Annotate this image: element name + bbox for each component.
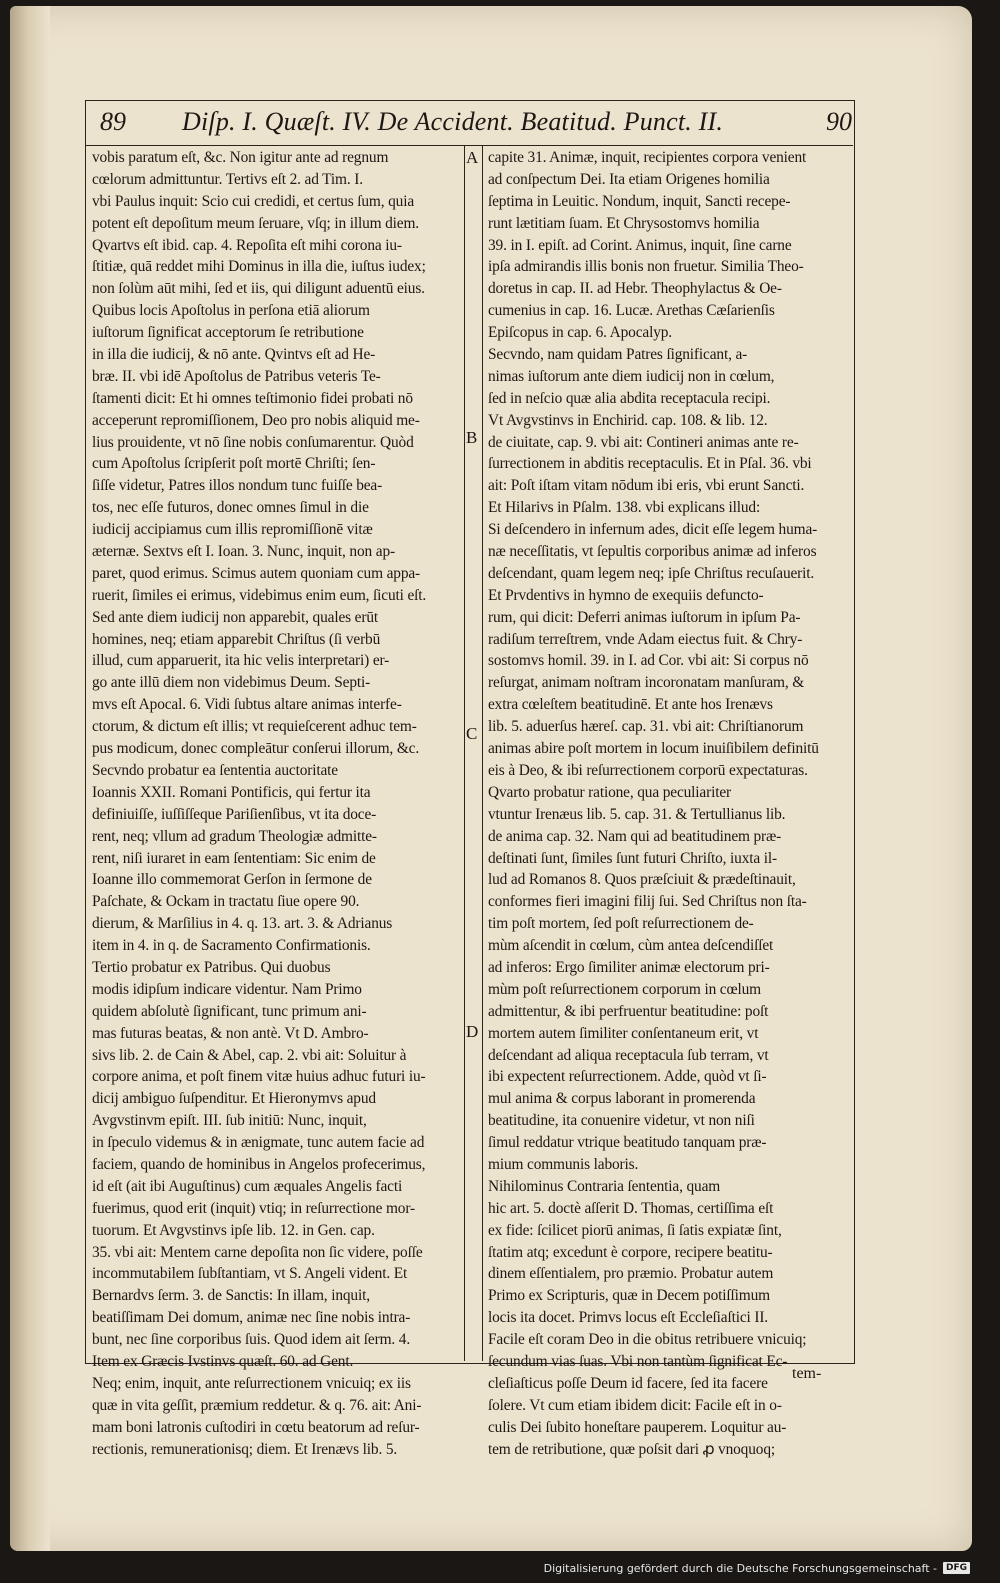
text-line: Facile eſt coram Deo in die obitus retribuere vnicuiq; bbox=[488, 1331, 807, 1349]
text-line: cleſiaſticus poſſe Deum id facere, ſed ita facere bbox=[488, 1374, 768, 1392]
text-line: mam boni latronis cuſtodiri in cœtu beatorum ad reſur- bbox=[92, 1418, 420, 1436]
text-line: Tertio probatur ex Patribus. Qui duobus bbox=[92, 958, 331, 976]
text-line: ſiſſe videtur, Patres illos nondum tunc fuiſſe bea- bbox=[92, 477, 383, 495]
text-line: Epiſcopus in cap. 6. Apocalyp. bbox=[488, 324, 672, 342]
text-line: 39. in I. epiſt. ad Corint. Animus, inquit, ſine carne bbox=[488, 236, 792, 254]
text-line: mortem autem ſimiliter conſentaneum erit, vt bbox=[488, 1024, 759, 1042]
catchword: tem- bbox=[792, 1365, 822, 1382]
left-text-column bbox=[92, 147, 458, 1458]
text-line: Primo ex Scripturis, quæ in Decem potiſſimum bbox=[488, 1287, 770, 1305]
text-line: nimas iuſtorum ante diem iudicij non in cœlum, bbox=[488, 367, 775, 385]
text-line: ex fide: ſcilicet piorū animas, ſi ſatis expiatæ ſint, bbox=[488, 1221, 782, 1239]
text-line: lib. 5. aduerſus hæreſ. cap. 31. vbi ait: Chriſtianorum bbox=[488, 718, 804, 736]
text-line: mvs eſt Apocal. 6. Vidi ſubtus altare animas interfe- bbox=[92, 696, 402, 714]
text-line: tuorum. Et Avgvstinvs ipſe lib. 12. in Gen. cap. bbox=[92, 1221, 375, 1239]
page-gutter-shadow bbox=[10, 6, 50, 1551]
text-line: ait: Poſt iſtam vitam nōdum ibi eris, vbi erunt Sancti. bbox=[488, 477, 805, 495]
text-line: faciem, quando de hominibus in Angelos profecerimus, bbox=[92, 1155, 426, 1173]
text-line: conformes fieri imagini filij ſui. Sed Chriſtus non ſta- bbox=[488, 893, 807, 911]
text-line: modis idipſum indicare videntur. Nam Primo bbox=[92, 980, 362, 998]
text-line: acceperunt repromiſſionem, Deo pro nobis aliquid me- bbox=[92, 411, 420, 429]
text-line: beatiſſimam Dei domum, animæ nec ſine nobis intra- bbox=[92, 1309, 411, 1327]
margin-letter-d: D bbox=[466, 1022, 479, 1041]
text-line: Ioanne illo commemorat Gerſon in ſermone de bbox=[92, 871, 372, 889]
text-line: Secvndo probatur ea ſententia auctoritate bbox=[92, 761, 338, 779]
text-line: ruerit, ſimiles ei erimus, videbimus enim eum, ſicuti eſt. bbox=[92, 586, 427, 604]
text-line: Paſchate, & Ockam in tractatu ſiue opere 90. bbox=[92, 893, 360, 911]
text-line: Vt Avgvstinvs in Enchirid. cap. 108. & lib. 12. bbox=[488, 411, 768, 429]
text-line: item in 4. in q. de Sacramento Confirmationis. bbox=[92, 937, 371, 955]
text-line: Bernardvs ſerm. 3. de Sanctis: In illam, inquit, bbox=[92, 1287, 370, 1305]
right-text-column bbox=[488, 147, 846, 1458]
text-line: capite 31. Animæ, inquit, recipientes corpora venient bbox=[488, 149, 807, 166]
text-line: Neq; enim, inquit, ante reſurrectionem vnicuiq; ex iis bbox=[92, 1374, 411, 1392]
text-line: mium communis laboris. bbox=[488, 1155, 639, 1173]
text-line: ſecundum vias ſuas. Vbi non tantùm ſignificat Ec- bbox=[488, 1352, 788, 1370]
text-line: lius prouidente, vt nō ſine nobis conſumarentur. Quòd bbox=[92, 433, 414, 451]
text-line: mùm poſt reſurrectionem corporum in cœlum bbox=[488, 980, 761, 998]
text-line: mas futuras beatas, & non antè. Vt D. Ambro- bbox=[92, 1024, 369, 1042]
text-line: Et Hilarivs in Pſalm. 138. vbi explicans illud: bbox=[488, 499, 761, 517]
text-line: dicij ambiguo ſuſpenditur. Et Hieronymvs apud bbox=[92, 1090, 376, 1108]
text-line: ſeptima in Leuitic. Nondum, inquit, Sancti recepe- bbox=[488, 192, 791, 210]
text-line: ſed in neſcio quæ alia abdita receptacula recipi. bbox=[488, 389, 771, 407]
text-line: Qvarto probatur ratione, qua peculiariter bbox=[488, 783, 731, 801]
text-line: rent, neq; vllum ad gradum Theologiæ admitte- bbox=[92, 827, 377, 845]
credit-text: Digitalisierung gefördert durch die Deutsche Forschungsgemeinschaft - bbox=[543, 1561, 937, 1575]
text-line: iudicij accipiamus cum illis repromiſſionē vitæ bbox=[92, 521, 373, 539]
text-line: Si deſcendero in infernum ades, dicit eſſe legem huma- bbox=[488, 521, 818, 539]
text-line: rectionis, remunerationisq; diem. Et Irenævs lib. 5. bbox=[92, 1440, 398, 1458]
text-line: tos, nec eſſe futuros, donec omnes ſimul in die bbox=[92, 499, 369, 517]
text-line: radiſum terreſtrem, vnde Adam eiectus fuit. & Chry- bbox=[488, 630, 803, 648]
text-line: quidem abſolutè ſignificant, tunc primum ani- bbox=[92, 1002, 367, 1020]
text-line: Secvndo, nam quidam Patres ſignificant, a- bbox=[488, 346, 748, 364]
text-line: animas abire poſt mortem in locum inuiſibilem definitū bbox=[488, 740, 819, 758]
text-line: potent eſt depoſitum meum ſeruare, vſq; in illum diem. bbox=[92, 214, 420, 232]
text-line: cumenius in cap. 16. Lucæ. Arethas Cæſarienſis bbox=[488, 302, 775, 320]
text-line: ctorum, & dictum eſt illis; vt requieſcerent adhuc tem- bbox=[92, 718, 417, 736]
text-line: doretus in cap. II. ad Hebr. Theophylactus & Oe- bbox=[488, 280, 782, 298]
text-line: homines, neq; etiam apparebit Chriſtus (ſi verbū bbox=[92, 630, 381, 648]
text-line: cœlorum admittuntur. Tertivs eſt 2. ad Tim. I. bbox=[92, 170, 363, 188]
text-line: rum, qui dicit: Deferri animas iuſtorum in ipſum Pa- bbox=[488, 608, 801, 626]
text-line: rent, niſi iuraret in eam ſententiam: Sic enim de bbox=[92, 849, 376, 867]
text-line: vobis paratum eſt, &c. Non igitur ante ad regnum bbox=[92, 149, 389, 166]
text-line: tem de retributione, quæ poſsit dari ꝓ vnoquoq; bbox=[488, 1440, 775, 1458]
text-line: de ciuitate, cap. 9. vbi ait: Contineri animas ante re- bbox=[488, 433, 799, 451]
text-line: fuerimus, quod erit (inquit) vtiq; in reſurrectione mor- bbox=[92, 1199, 415, 1217]
text-line: æternæ. Sextvs eſt I. Ioan. 3. Nunc, inquit, non ap- bbox=[92, 543, 395, 561]
text-line: reſurgat, animam noſtram incoronatam manſuram, & bbox=[488, 674, 805, 692]
text-line: 35. vbi ait: Mentem carne depoſita non ſic videre, poſſe bbox=[92, 1243, 423, 1261]
text-line: sivs lib. 2. de Cain & Abel, cap. 2. vbi ait: Soluitur à bbox=[92, 1046, 407, 1064]
text-line: non ſolùm aūt mihi, ſed et iis, qui diligunt aduentū eius. bbox=[92, 280, 425, 298]
margin-letter-a: A bbox=[466, 148, 479, 167]
text-line: in ſpeculo videmus & in ænigmate, tunc autem facie ad bbox=[92, 1134, 425, 1152]
margin-letters bbox=[464, 146, 482, 1361]
text-line: Avgvstinvm epiſt. III. ſub initiū: Nunc, inquit, bbox=[92, 1112, 367, 1130]
text-line: Nihilominus Contraria ſententia, quam bbox=[488, 1177, 721, 1195]
text-line: Item ex Græcis Ivstinvs quæſt. 60. ad Gent. bbox=[92, 1352, 354, 1370]
text-line: illud, cum apparuerit, ita hic velis interpretari) er- bbox=[92, 652, 390, 670]
text-line: dinem eſſentialem, pro præmio. Probatur autem bbox=[488, 1265, 774, 1283]
text-line: go ante illū diem non videbimus Deum. Septi- bbox=[92, 674, 371, 692]
text-line: pus modicum, donec compleātur conſerui illorum, &c. bbox=[92, 740, 420, 758]
text-line: bræ. II. vbi idē Apoſtolus de Patribus veteris Te- bbox=[92, 367, 381, 385]
text-line: locis ita docet. Primvs locus eſt Eccleſiaſtici II. bbox=[488, 1309, 768, 1327]
text-line: Sed ante diem iudicij non apparebit, quales erūt bbox=[92, 608, 378, 626]
text-line: ſurrectionem in abditis receptaculis. Et in Pſal. 36. vbi bbox=[488, 455, 812, 473]
text-line: bunt, nec ſine corporibus ſuis. Quod idem ait ſerm. 4. bbox=[92, 1331, 411, 1349]
text-line: Qvartvs eſt ibid. cap. 4. Repoſita eſt mihi corona iu- bbox=[92, 236, 402, 254]
text-line: ſtamenti dicit: Et hi omnes teſtimonio fidei probati nō bbox=[92, 389, 413, 407]
text-line: de anima cap. 32. Nam qui ad beatitudinem præ- bbox=[488, 827, 782, 845]
text-line: cum Apoſtolus ſcripſerit poſt mortē Chriſti; ſen- bbox=[92, 455, 376, 473]
text-line: tim poſt mortem, ſed poſt reſurrectionem de- bbox=[488, 915, 754, 933]
text-line: deſcendant, quam legem neq; ipſe Chriſtus recuſauerit. bbox=[488, 564, 815, 582]
text-line: paret, quod erimus. Scimus autem quoniam cum appa- bbox=[92, 564, 421, 582]
text-line: mùm aſcendit in cœlum, cùm antea deſcendiſſet bbox=[488, 937, 774, 955]
page-number-right: 90 bbox=[826, 107, 852, 136]
text-line: iuſtorum ſignificat acceptorum ſe retributione bbox=[92, 324, 364, 342]
text-line: deſcendant ad aliqua receptacula ſub terram, vt bbox=[488, 1046, 769, 1064]
text-line: ſtatim atq; excedunt è corpore, recipere beatitu- bbox=[488, 1243, 773, 1261]
text-line: definiuiſſe, iuſſiſſeque Pariſienſibus, vt ita doce- bbox=[92, 805, 377, 823]
text-line: culis Dei ſubito honeſtare pauperem. Loquitur au- bbox=[488, 1418, 787, 1436]
column-divider-right bbox=[482, 146, 483, 1361]
text-line: hic art. 5. doctè aſſerit D. Thomas, certiſſima eſt bbox=[488, 1199, 774, 1217]
text-line: dierum, & Marſilius in 4. q. 13. art. 3. & Adrianus bbox=[92, 915, 393, 933]
running-title: Diſp. I. Quæſt. IV. De Accident. Beatitud. Punct. II. bbox=[182, 107, 724, 136]
text-line: ſtitiæ, quā reddet mihi Dominus in illa die, iuſtus iudex; bbox=[92, 258, 426, 276]
text-line: incommutabilem ſubſtantiam, vt S. Angeli vident. Et bbox=[92, 1265, 408, 1283]
text-line: eis à Deo, & ibi reſurrectionem corporū expectaturas. bbox=[488, 761, 808, 779]
digitization-credit bbox=[544, 1559, 970, 1577]
text-line: corpore anima, et poſt finem vitæ huius adhuc futuri iu- bbox=[92, 1068, 426, 1086]
text-line: ad inferos: Ergo ſimiliter animæ electorum pri- bbox=[488, 958, 770, 976]
text-line: ſimul reddatur vtrique beatitudo tanquam præ- bbox=[488, 1134, 767, 1152]
text-line: ad conſpectum Dei. Ita etiam Origenes homilia bbox=[488, 170, 770, 188]
text-line: in illa die iudicij, & nō ante. Qvintvs eſt ad He- bbox=[92, 346, 376, 364]
text-line: lud ad Romanos 8. Quos præſciuit & prædeſtinauit, bbox=[488, 871, 796, 889]
text-line: ipſa admirandis illis bonis non fruetur. Similia Theo- bbox=[488, 258, 804, 276]
text-line: id eſt (ait ibi Auguſtinus) cum æquales Angelis facti bbox=[92, 1177, 403, 1195]
text-line: ſolere. Vt cum etiam ibidem dicit: Facile eſt in o- bbox=[488, 1396, 782, 1414]
text-line: deſtinati ſunt, ſimiles ſunt futuri Chriſto, iuxta il- bbox=[488, 849, 777, 867]
margin-letter-b: B bbox=[466, 428, 478, 447]
dfg-logo: DFG bbox=[943, 1562, 970, 1574]
text-line: mul anima & corpus laborant in promerenda bbox=[488, 1090, 756, 1108]
margin-letter-c: C bbox=[466, 724, 478, 743]
text-line: Quibus locis Apoſtolus in perſona etiā aliorum bbox=[92, 302, 370, 320]
text-line: vbi Paulus inquit: Scio cui credidi, et certus ſum, quia bbox=[92, 192, 415, 210]
page-number-left: 89 bbox=[100, 107, 126, 136]
text-line: quæ in vita geſſit, præmium reddetur. & q. 76. ait: Ani- bbox=[92, 1396, 422, 1414]
text-line: næ neceſſitatis, vt ſepultis corporibus animæ ad inferos bbox=[488, 543, 817, 561]
running-header bbox=[100, 102, 852, 142]
text-line: admittentur, & ibi perfruentur beatitudine: poſt bbox=[488, 1002, 769, 1020]
text-line: extra cœleſtem beatitudinē. Et ante hos Irenævs bbox=[488, 696, 773, 714]
text-line: beatitudine, ita conuenire videtur, vt non niſi bbox=[488, 1112, 755, 1130]
text-line: sostomvs homil. 39. in I. ad Cor. vbi ait: Si corpus nō bbox=[488, 652, 809, 670]
text-line: ibi expectent reſurrectionem. Adde, quòd vt ſi- bbox=[488, 1068, 767, 1086]
text-line: vtuntur Irenæus lib. 5. cap. 31. & Tertullianus lib. bbox=[488, 805, 786, 823]
text-line: Ioannis XXII. Romani Pontificis, qui fertur ita bbox=[92, 783, 371, 801]
text-line: runt lætitiam ſuam. Et Chrysostomvs homilia bbox=[488, 214, 760, 232]
text-line: Et Prvdentivs in hymno de exequiis defuncto- bbox=[488, 586, 764, 604]
